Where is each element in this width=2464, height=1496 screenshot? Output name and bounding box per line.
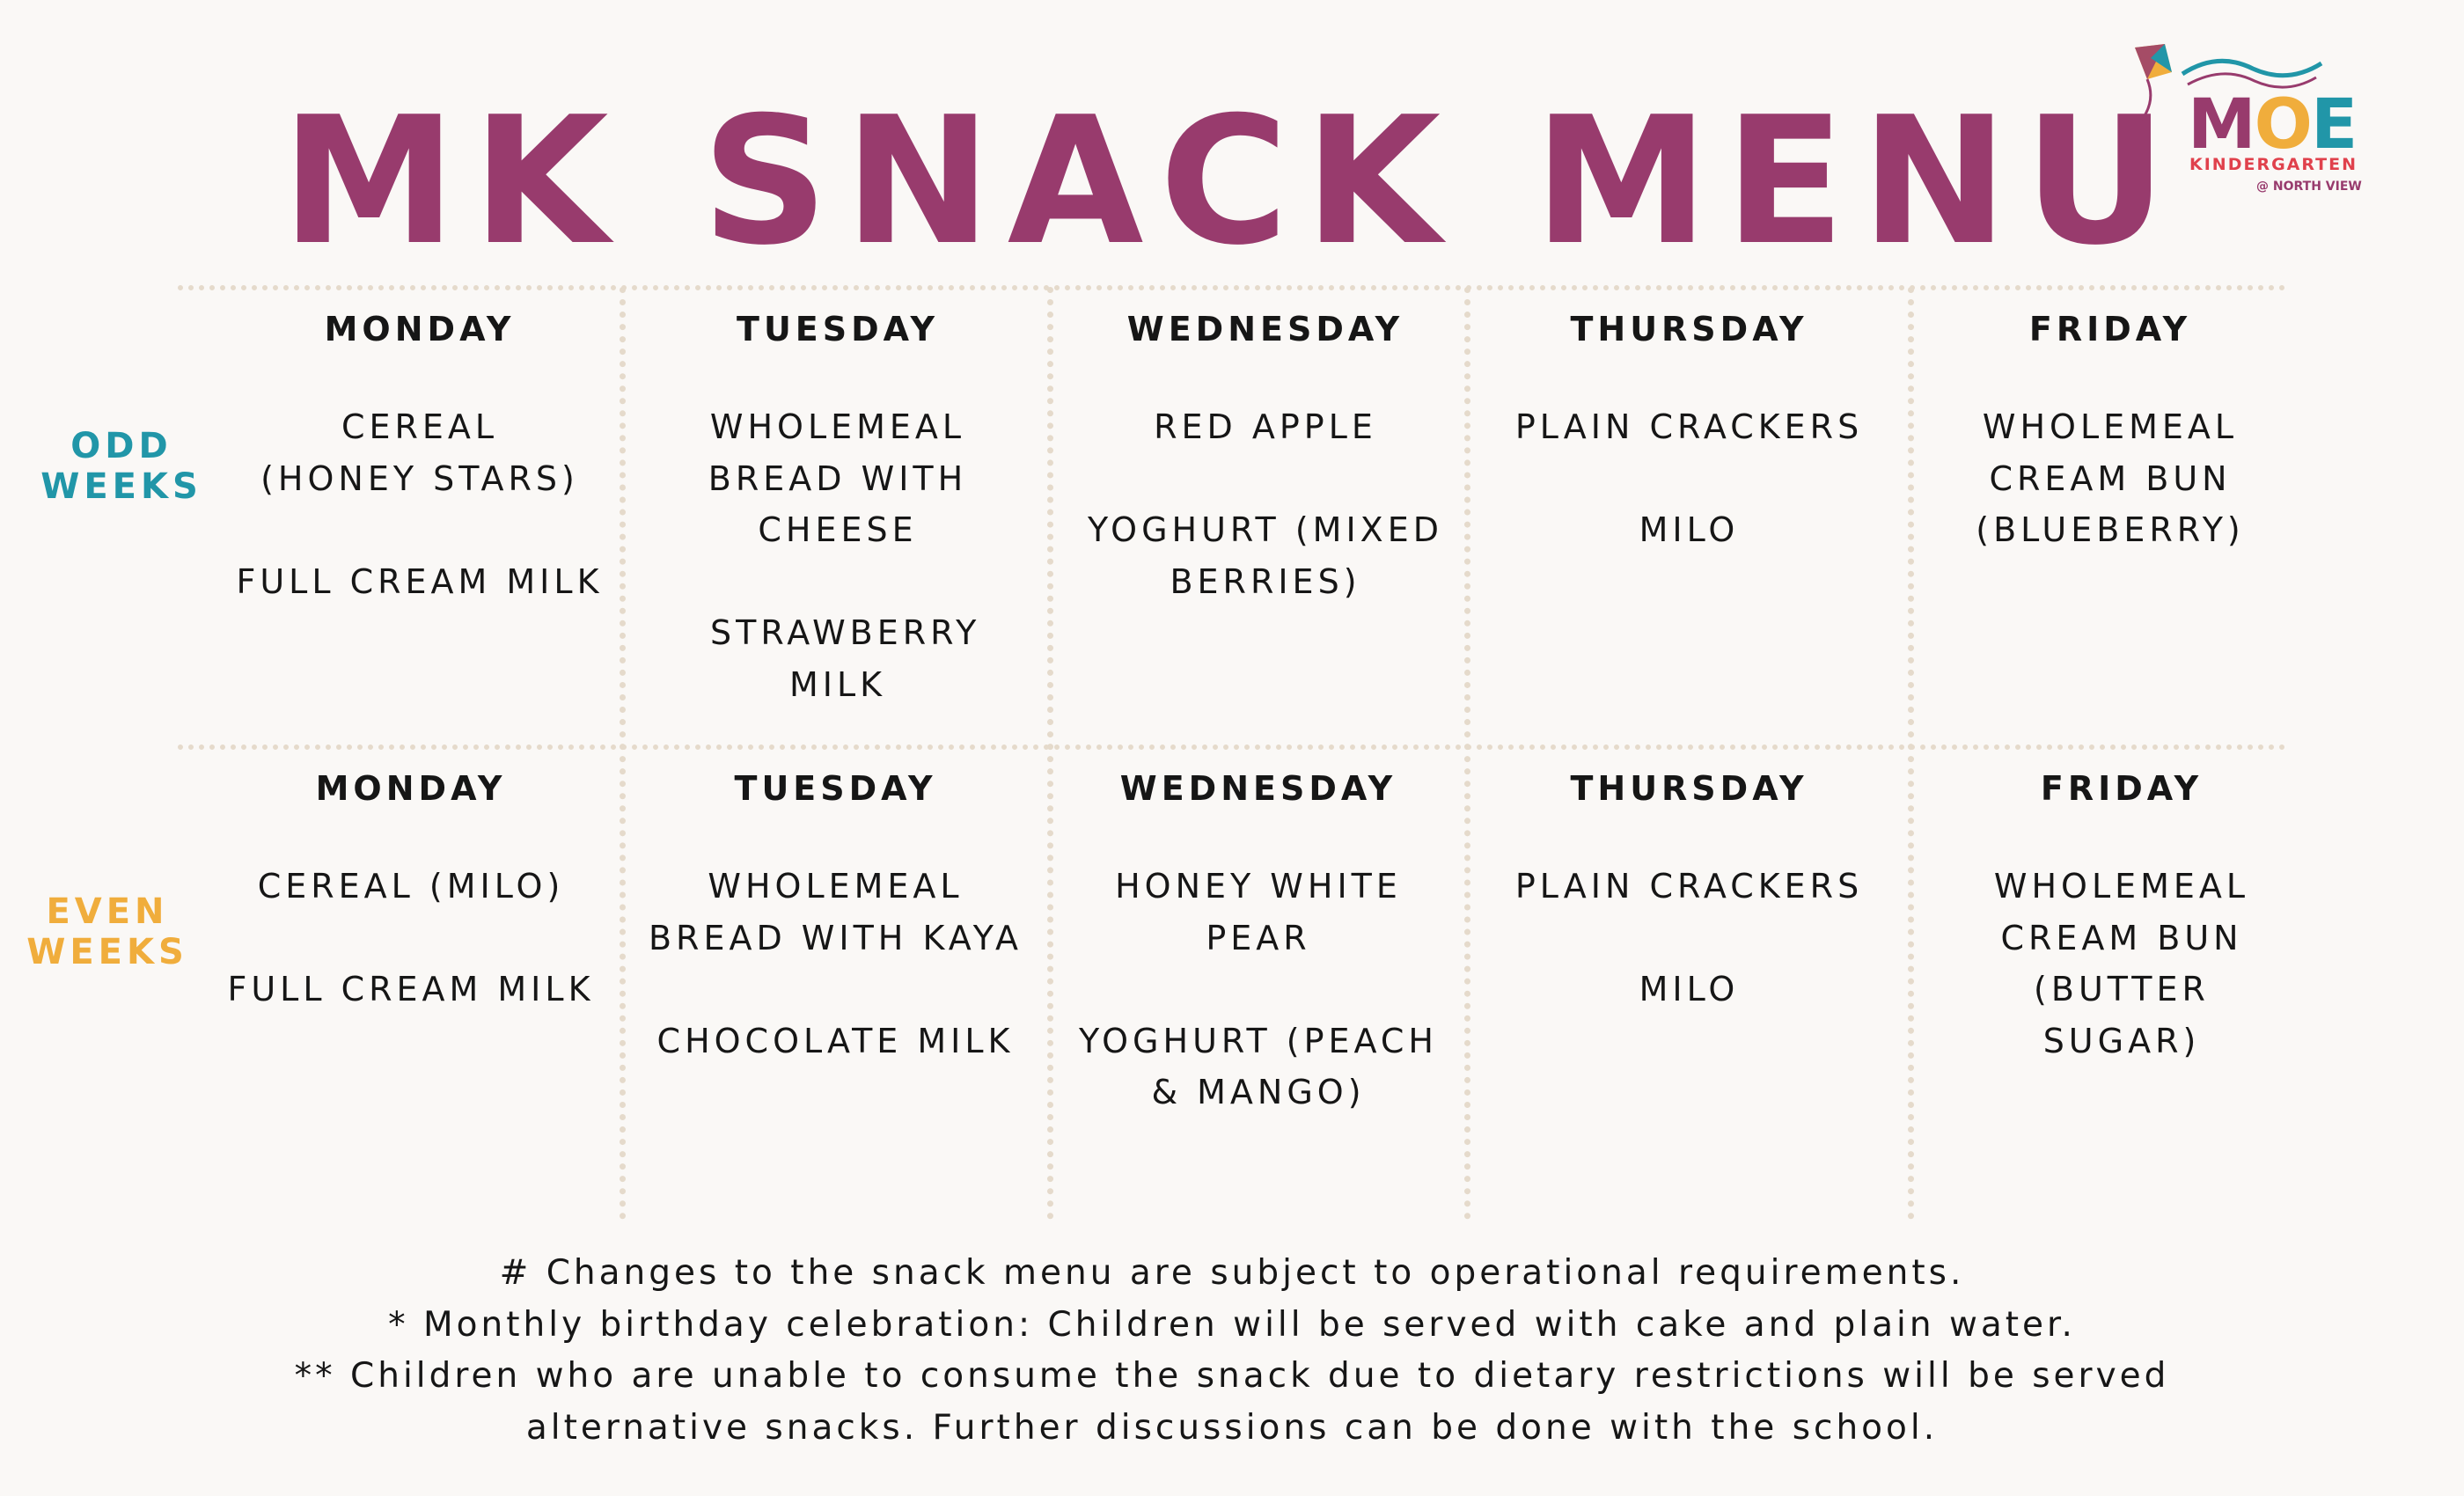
menu-item: WHOLEMEAL CREAM BUN (BUTTER SUGAR) (1993, 867, 2250, 1060)
menu-item: RED APPLE (1154, 407, 1377, 446)
odd-weeks-label: ODD WEEKS (40, 426, 202, 507)
menu-item: CEREAL (HONEY STARS) (260, 407, 579, 498)
menu-item: WHOLEMEAL BREAD WITH KAYA (648, 867, 1023, 957)
menu-item: FULL CREAM MILK (227, 970, 595, 1008)
divider-col-3 (1464, 287, 1470, 1220)
menu-item: CHOCOLATE MILK (656, 1021, 1015, 1060)
even-friday-column (1932, 762, 2311, 1118)
day-heading: FRIDAY (2028, 310, 2192, 348)
even-monday-column (204, 762, 618, 1067)
menu-item: HONEY WHITE PEAR (1115, 867, 1402, 957)
divider-middle (178, 744, 2286, 750)
day-heading: THURSDAY (1570, 769, 1808, 808)
even-weeks-label: EVEN WEEKS (26, 891, 188, 972)
moe-kindergarten-logo (2130, 39, 2376, 206)
page-title: MK SNACK MENU (281, 79, 2183, 284)
footnotes (0, 1248, 2464, 1454)
even-wednesday-column (1060, 762, 1456, 1170)
menu-item: STRAWBERRY MILK (710, 613, 981, 704)
odd-monday-column (213, 303, 627, 659)
divider-top (178, 285, 2286, 290)
menu-item: YOGHURT (PEACH & MANGO) (1079, 1021, 1438, 1111)
day-heading: TUESDAY (737, 310, 939, 348)
menu-item: CEREAL (MILO) (257, 867, 565, 906)
note-birthday: * Monthly birthday celebration: Children will be served with cake and plain water. (388, 1304, 2076, 1345)
day-heading: FRIDAY (2040, 769, 2204, 808)
menu-item: PLAIN CRACKERS (1514, 407, 1864, 446)
day-heading: MONDAY (324, 310, 516, 348)
menu-item: FULL CREAM MILK (236, 561, 604, 601)
menu-item: MILO (1639, 510, 1740, 549)
odd-tuesday-column (649, 303, 1027, 762)
menu-item: PLAIN CRACKERS (1514, 867, 1864, 906)
menu-item: YOGHURT (MIXED BERRIES) (1088, 510, 1443, 601)
note-changes: # Changes to the snack menu are subject to operational requirements. (499, 1253, 1965, 1293)
odd-friday-column (1925, 303, 2295, 607)
odd-wednesday-column (1067, 303, 1463, 659)
logo-kindergarten: KINDERGARTEN (2189, 155, 2358, 174)
day-heading: WEDNESDAY (1126, 310, 1404, 348)
menu-item: WHOLEMEAL CREAM BUN (BLUEBERRY) (1976, 407, 2245, 549)
menu-item: WHOLEMEAL BREAD WITH CHEESE (708, 407, 968, 549)
day-heading: TUESDAY (734, 769, 937, 808)
day-heading: MONDAY (315, 769, 507, 808)
logo-word: MOE (2188, 85, 2357, 165)
odd-thursday-column (1494, 303, 1884, 607)
even-thursday-column (1494, 762, 1884, 1067)
logo-location: @ NORTH VIEW (2256, 180, 2362, 194)
even-tuesday-column (627, 762, 1045, 1118)
menu-item: MILO (1639, 970, 1740, 1008)
divider-col-4 (1908, 287, 1914, 1220)
divider-col-2 (1047, 287, 1053, 1220)
day-heading: THURSDAY (1570, 310, 1808, 348)
day-heading: WEDNESDAY (1119, 769, 1397, 808)
note-dietary: ** Children who are unable to consume the snack due to dietary restrictions will be served alternative snacks. Further discussions can be done with the school. (294, 1356, 2170, 1448)
